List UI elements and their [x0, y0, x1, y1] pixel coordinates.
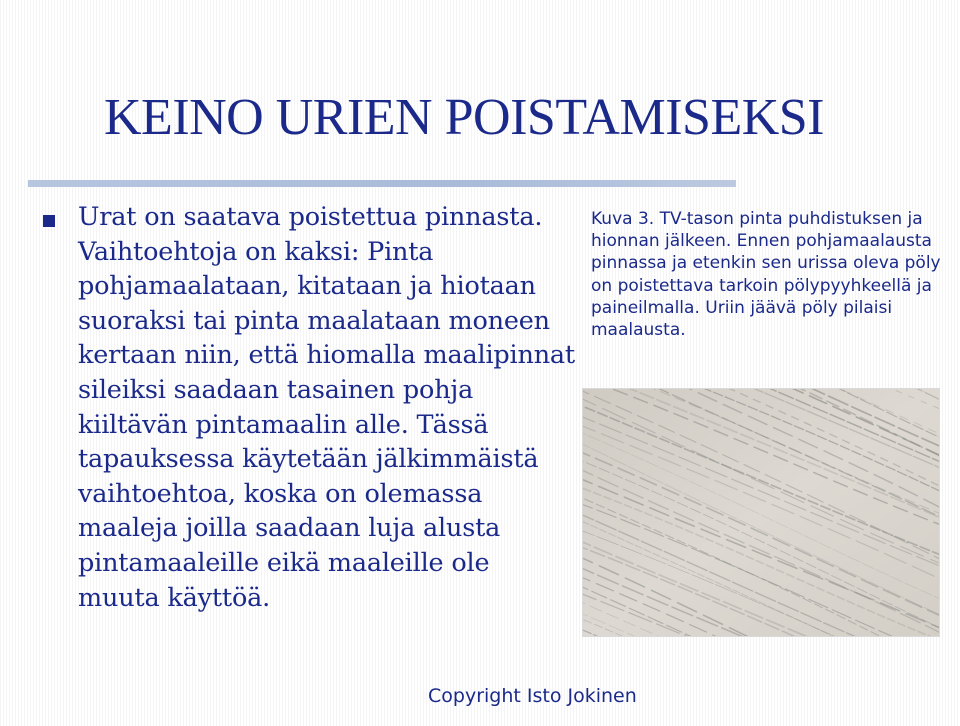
figure-caption: Kuva 3. TV-tason pinta puhdistuksen ja hionnan jälkeen. Ennen pohjamaalausta pinnassa ja etenkin sen urissa oleva pöly on poistettava tarkoin pölypyyhkeellä ja paineilmalla. Uriin jäävä pöly pilaisi maalausta.	[591, 209, 941, 341]
bullet-text: Urat on saatava poistettua pinnasta. Vaihtoehtoja on kaksi: Pinta pohjamaalataan, kitataan ja hiotaan suoraksi tai pinta maalataan moneen kertaan niin, että hiomalla maalipinnat sileiksi saadaan tasainen pohja kiiltävän pintamaalin alle. Tässä tapauksessa käytetään jälkimmäistä vaihtoehtoa, koska on olemassa maaleja joilla saadaan luja alusta pintamaaleille eikä maaleille ole muuta käyttöä.	[78, 202, 575, 613]
copyright-footer: Copyright Isto Jokinen	[428, 685, 637, 707]
wood-grain-image	[583, 389, 939, 636]
square-bullet-icon	[43, 215, 55, 227]
bullet-list	[40, 200, 575, 615]
title-divider	[28, 180, 736, 187]
surface-photo	[582, 388, 940, 637]
slide-title: KEINO URIEN POISTAMISEKSI	[104, 89, 824, 146]
